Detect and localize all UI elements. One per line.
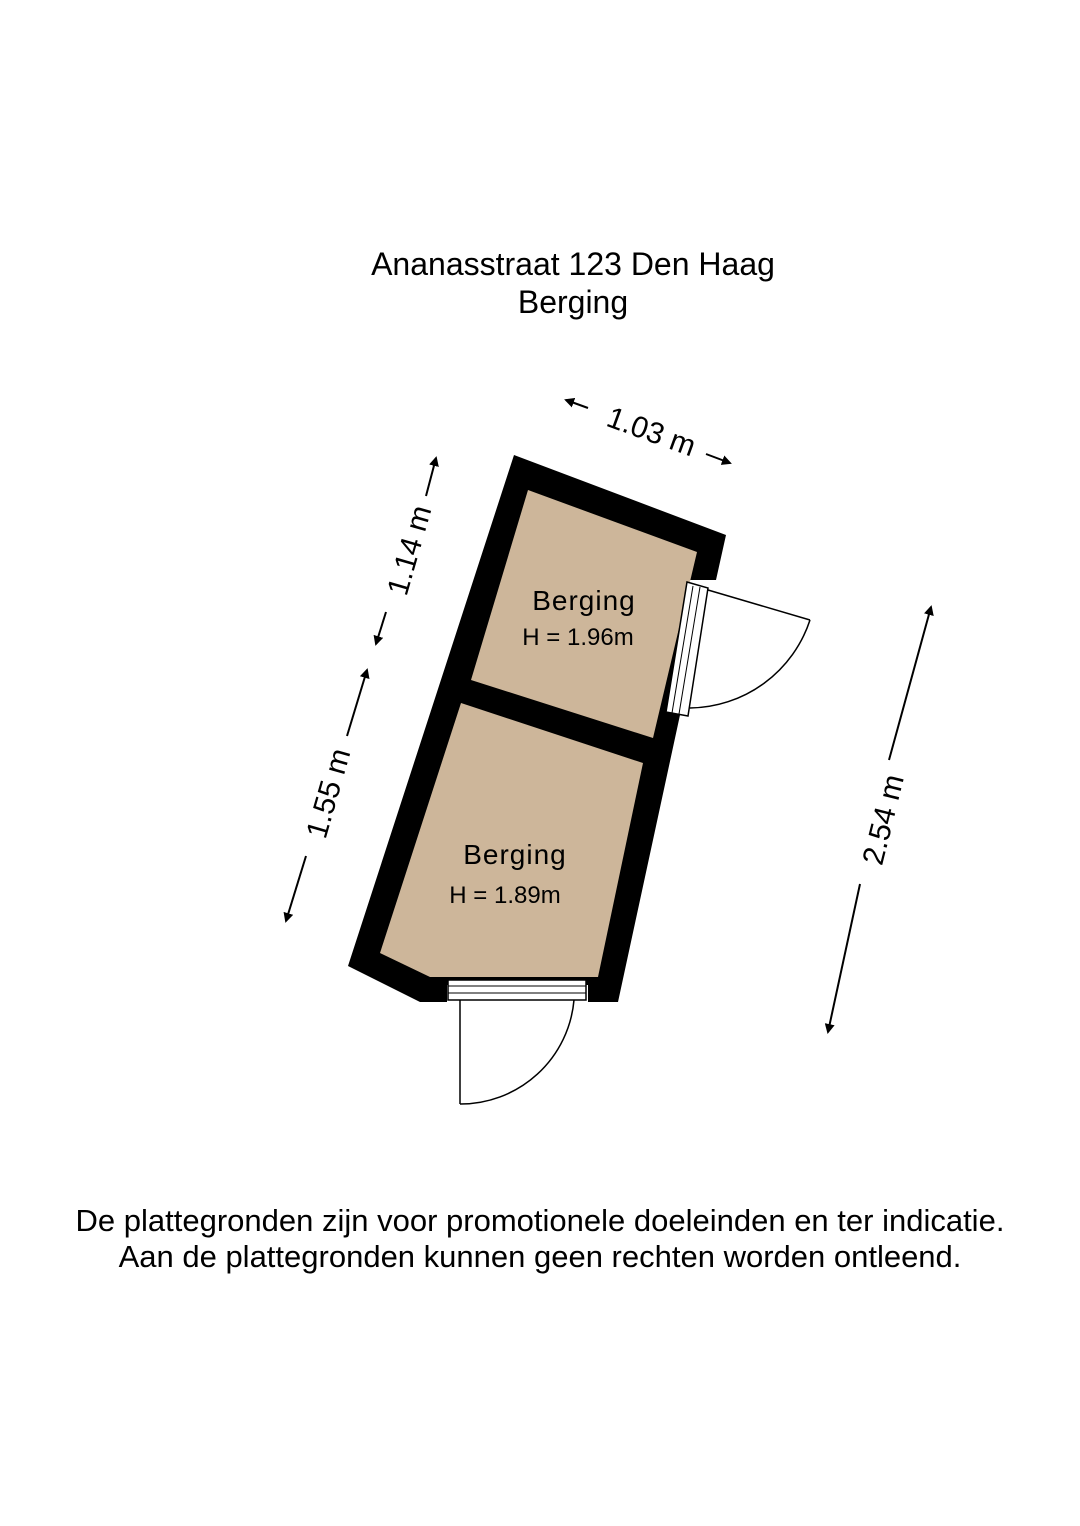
dimension-top-width <box>566 400 730 463</box>
disclaimer-line-1: De plattegronden zijn voor promotionele doeleinden en ter indicatie. <box>75 1203 1005 1238</box>
dimension-label-top: 1.03 m <box>602 400 700 464</box>
front-door <box>448 980 586 1104</box>
plan-floor-name: Berging <box>517 284 629 320</box>
room-name-lower: Berging <box>463 839 567 870</box>
room-name-upper: Berging <box>532 585 636 616</box>
dimension-label-left-upper: 1.14 m <box>381 501 439 600</box>
dimension-left-lower <box>286 670 367 921</box>
plan-address: Ananasstraat 123 Den Haag <box>371 246 775 282</box>
disclaimer-line-2: Aan de plattegronden kunnen geen rechten worden ontleend. <box>118 1239 962 1274</box>
dimension-left-upper <box>376 458 438 644</box>
dimension-label-left-lower: 1.55 m <box>300 744 358 843</box>
side-door <box>666 582 810 716</box>
dimension-right-total <box>828 607 931 1032</box>
room-height-upper: H = 1.96m <box>522 624 634 651</box>
dimension-label-right: 2.54 m <box>856 771 911 869</box>
room-height-lower: H = 1.89m <box>449 882 561 909</box>
